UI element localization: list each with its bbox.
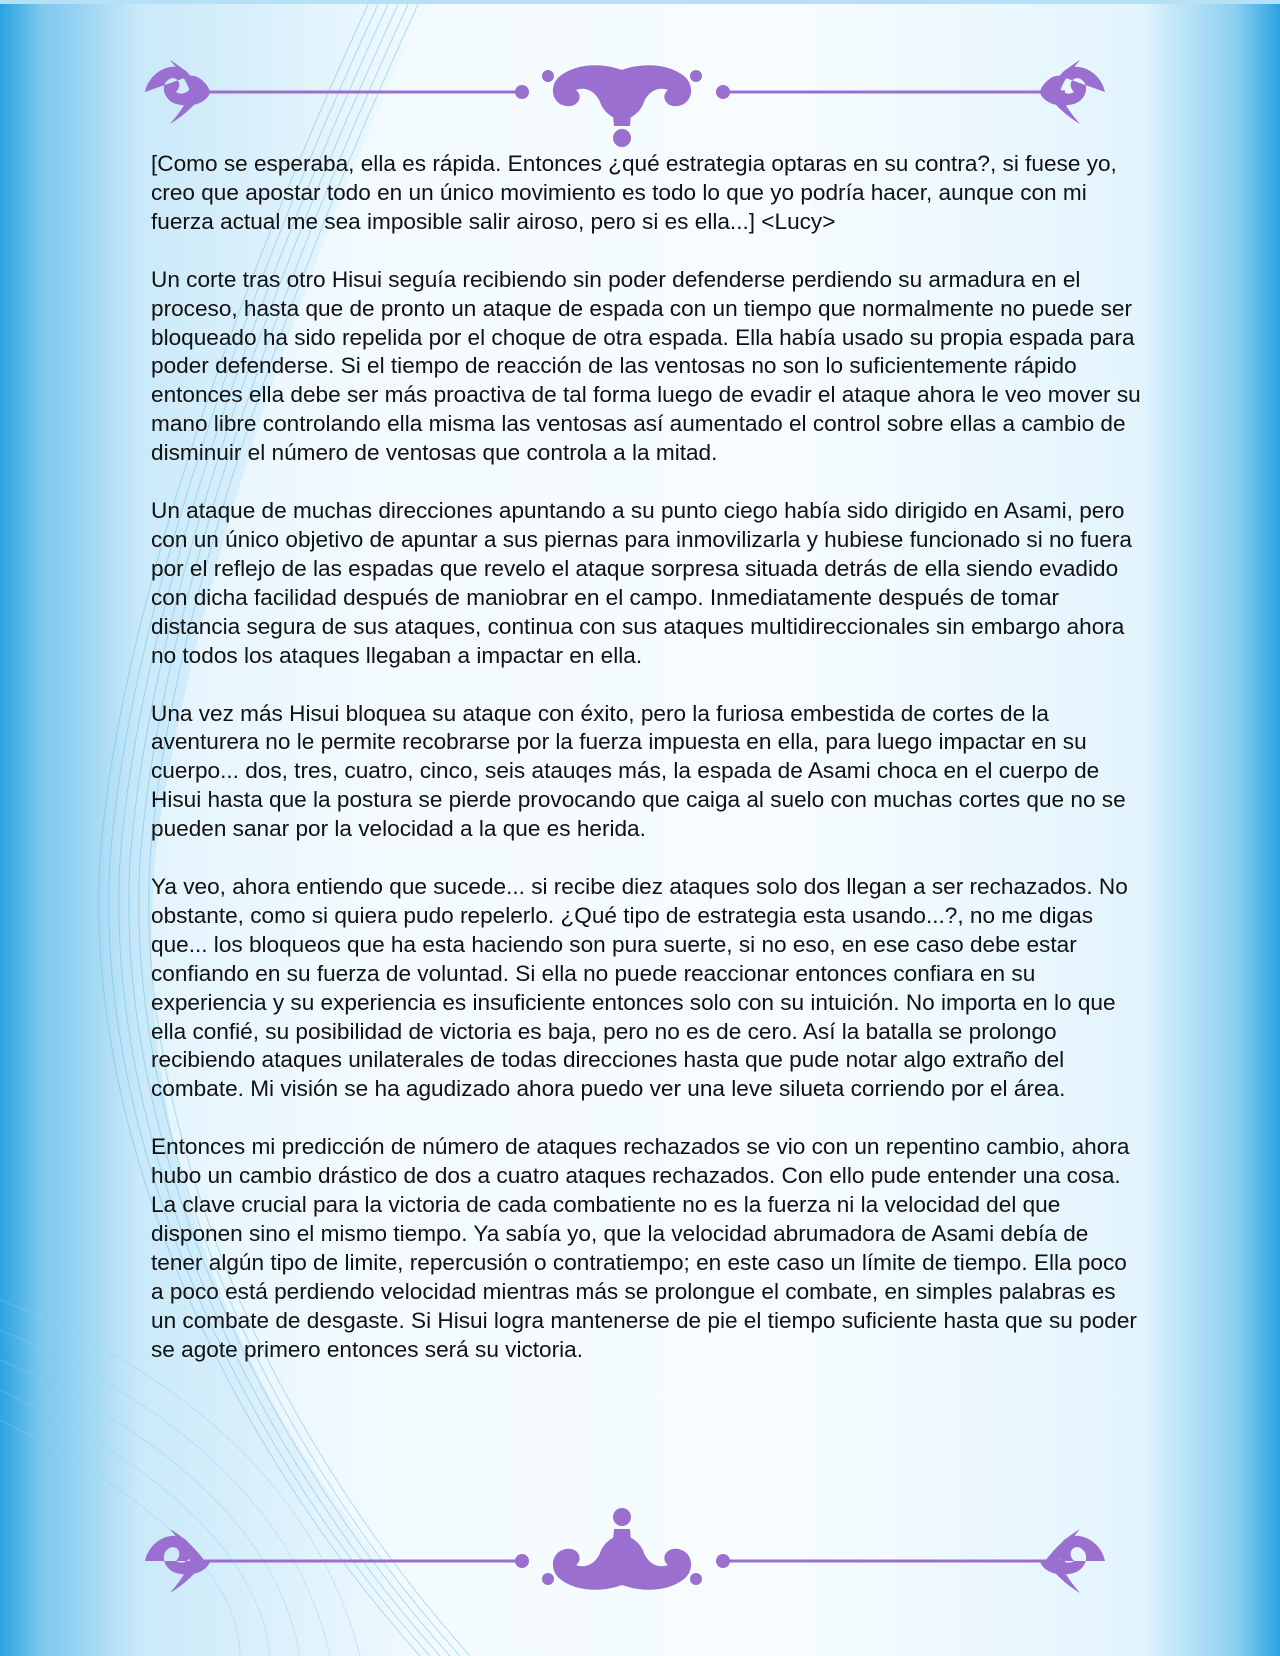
document-body	[151, 150, 1141, 1365]
paragraph-6: Entonces mi predicción de número de ataques rechazados se vio con un repentino cambio, ahora hubo un cambio drástico de dos a cuatro ataques rechazados. Con ello pude entender una cosa. La clave crucial para la victoria de cada combatiente no es la fuerza ni la velocidad del que disponen sino el mismo tiempo. Ya sabía yo, que la velocidad abrumadora de Asami debía de tener algún tipo de limite, repercusión o contratiempo; en este caso un límite de tiempo. Ella poco a poco está perdiendo velocidad mientras más se prolongue el combate, en simples palabras es un combate de desgaste. Si Hisui logra mantenerse de pie el tiempo suficiente hasta que su poder se agote primero entonces será su victoria.	[151, 1134, 1137, 1362]
paragraph-4: Una vez más Hisui bloquea su ataque con éxito, pero la furiosa embestida de cortes de la aventurera no le permite recobrarse por la fuerza impuesta en ella, para luego impactar en su cuerpo... dos, tres, cuatro, cinco, seis atauqes más, la espada de Asami choca en el cuerpo de Hisui hasta que la postura se pierde provocando que caiga al suelo con muchas cortes que no se pueden sanar por la velocidad a la que es herida.	[151, 700, 1126, 842]
paragraph-3: Un ataque de muchas direcciones apuntando a su punto ciego había sido dirigido en Asami, pero con un único objetivo de apuntar a sus piernas para inmovilizarla y hubiese funcionado si no fuera por el reflejo de las espadas que revelo el ataque sorpresa situada detrás de ella siendo evadido con dicha facilidad después de maniobrar en el campo. Inmediatamente después de tomar distancia segura de sus ataques, continua con sus ataques multidireccionales sin embargo ahora no todos los ataques llegaban a impactar en ella.	[151, 498, 1132, 668]
paragraph-5: Ya veo, ahora entiendo que sucede... si recibe diez ataques solo dos llegan a ser rechazados. No obstante, como si quiera pudo repelerlo. ¿Qué tipo de estrategia esta usando...?, no me digas que... los bloqueos que ha esta haciendo son pura suerte, si no eso, en ese caso debe estar confiando en su fuerza de voluntad. Si ella no puede reaccionar entonces confiara en su experiencia y su experiencia es insuficiente entonces solo con su intuición. No importa en lo que ella confié, su posibilidad de victoria es baja, pero no es de cero. Así la batalla se prolongo recibiendo ataques unilaterales de todas direcciones hasta que pude notar algo extraño del combate. Mi visión se ha agudizado ahora puedo ver una leve silueta corriendo por el área.	[151, 874, 1128, 1102]
bottom-ornament-divider-icon	[0, 1505, 1280, 1615]
paragraph-1: [Como se esperaba, ella es rápida. Entonces ¿qué estrategia optaras en su contra?, si fuese yo, creo que apostar todo en un único movimiento es todo lo que yo podría hacer, aunque con mi fuerza actual me sea imposible salir airoso, pero si es ella...] <Lucy>	[151, 151, 1117, 234]
paragraph-2: Un corte tras otro Hisui seguía recibiendo sin poder defenderse perdiendo su armadura en el proceso, hasta que de pronto un ataque de espada con un tiempo que normalmente no puede ser bloqueado ha sido repelida por el choque de otra espada. Ella había usado su propia espada para poder defenderse. Si el tiempo de reacción de las ventosas no son lo suficientemente rápido entonces ella debe ser más proactiva de tal forma luego de evadir el ataque ahora le veo mover su mano libre controlando ella misma las ventosas así aumentado el control sobre ellas a cambio de disminuir el número de ventosas que controla a la mitad.	[151, 266, 1141, 466]
top-ornament-divider-icon	[0, 40, 1280, 150]
